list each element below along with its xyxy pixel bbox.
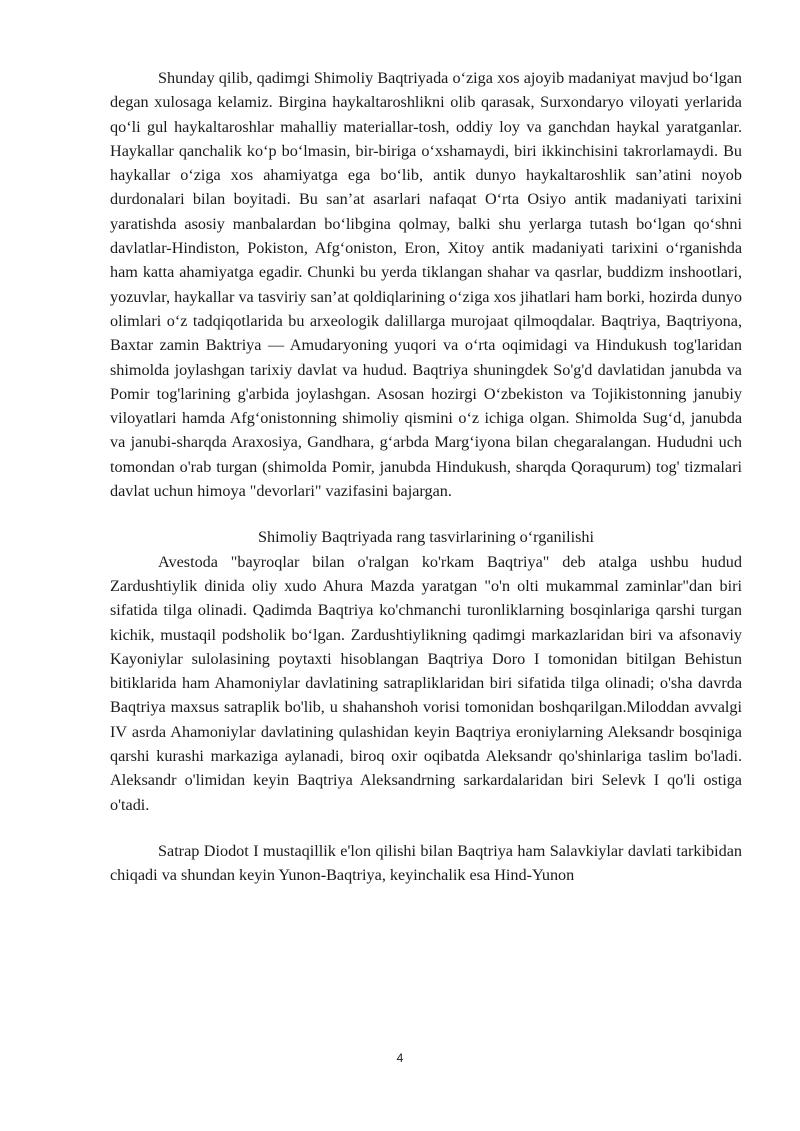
section-heading: Shimoliy Baqtriyada rang tasvirlarining o‘rganilishi [258,528,594,547]
paragraph-avesta-bactria: Avestoda "bayroqlar bilan o'ralgan ko'rkam Baqtriya" deb atalga ushbu hudud Zardushtiylik dinida oliy xudo Ahura Mazda yaratgan "o'n olti mukammal zaminlar"dan biri sifatida tilga olinadi. Qadimda Baqtriya ko'chmanchi turonliklarning bosqinlariga qarshi turgan kichik, mustaqil podsholik bo‘lgan. Zardushtiylikning qadimgi markazlaridan biri va afsonaviy Kayoniylar sulolasining poytaxti hisoblangan Baqtriya Doro I tomonidan bitilgan Behistun bitiklarida ham Ahamoniylar davlatining satrapliklaridan biri sifatida tilga olinadi; o'sha davrda Baqtriya maxsus satraplik bo'lib, u shahanshoh vorisi tomonidan boshqarilgan.Miloddan avvalgi IV asrda Ahamoniylar davlatining qulashidan keyin Baqtriya eroniylarning Aleksandr bosqiniga qarshi kurashi markaziga aylanadi, biroq oxir oqibatda Aleksandr qo'shinlariga taslim bo'ladi. Aleksandr o'limidan keyin Baqtriya Aleksandrning sarkardalaridan biri Selevk I qo'li ostiga o'tadi. [110,552,742,814]
paragraph-spacer [110,817,742,839]
page-number: 4 [396,1051,404,1065]
paragraph-sculpture-bactria: Shunday qilib, qadimgi Shimoliy Baqtriyada o‘ziga xos ajoyib madaniyat mavjud bo‘lgan degan xulosaga kelamiz. Birgina haykaltaroshlikni olib qarasak, Surxondaryo viloyati yerlarida qo‘li gul haykaltaroshlar mahalliy materiallar-tosh, oddiy loy va ganchdan haykal yaratganlar. Haykallar qanchalik ko‘p bo‘lmasin, bir-biriga o‘xshamaydi, biri ikkinchisini takrorlamaydi. Bu haykallar o‘ziga xos ahamiyatga ega bo‘lib, antik dunyo haykaltaroshlik san’atini noyob durdonalari bilan boyitadi. Bu san’at asarlari nafaqat O‘rta Osiyo antik madaniyati tarixini yaratishda asosiy manbalardan bo‘libgina qolmay, balki shu yerlarga tutash bo‘lgan qo‘shni davlatlar-Hindiston, Pokiston, Afg‘oniston, Eron, Xitoy antik madaniyati tarixini o‘rganishda ham katta ahamiyatga egadir. Chunki bu yerda tiklangan shahar va qasrlar, buddizm inshootlari, yozuvlar, haykallar va tasviriy san’at qoldiqlarining o‘ziga xos jihatlari ham borki, hozirda dunyo olimlari o‘z tadqiqotlarida bu arxeologik dalillarga murojaat qilmoqdalar. Baqtriya, Baqtriyona, Baxtar zamin Baktriya — Amudaryoning yuqori va o‘rta oqimidagi va Hindukush tog'laridan shimolda joylashgan tarixiy davlat va hudud. Baqtriya shuningdek So'g'd davlatidan janubda va Pomir tog'larining g'arbida joylashgan. Asosan hozirgi O‘zbekiston va Tojikistonning janubiy viloyatlari hamda Afg‘onistonning shimoliy qismini o‘z ichiga olgan. Shimolda Sug‘d, janubda va janubi-sharqda Araxosiya, Gandhara, g‘arbda Marg‘iyona bilan chegaralangan. Hududni uch tomondan o'rab turgan (shimolda Pomir, janubda Hindukush, sharqda Qoraqurum) tog' tizmalari davlat uchun himoya "devorlari" vazifasini bajargan. [110,69,742,501]
paragraph-spacer [110,503,742,525]
document-page [110,66,742,888]
paragraph-diodotus: Satrap Diodot I mustaqillik e'lon qilishi bilan Baqtriya ham Salavkiylar davlati tarkibidan chiqadi va shundan keyin Yunon-Baqtriya, keyinchalik esa Hind-Yunon [110,841,742,885]
